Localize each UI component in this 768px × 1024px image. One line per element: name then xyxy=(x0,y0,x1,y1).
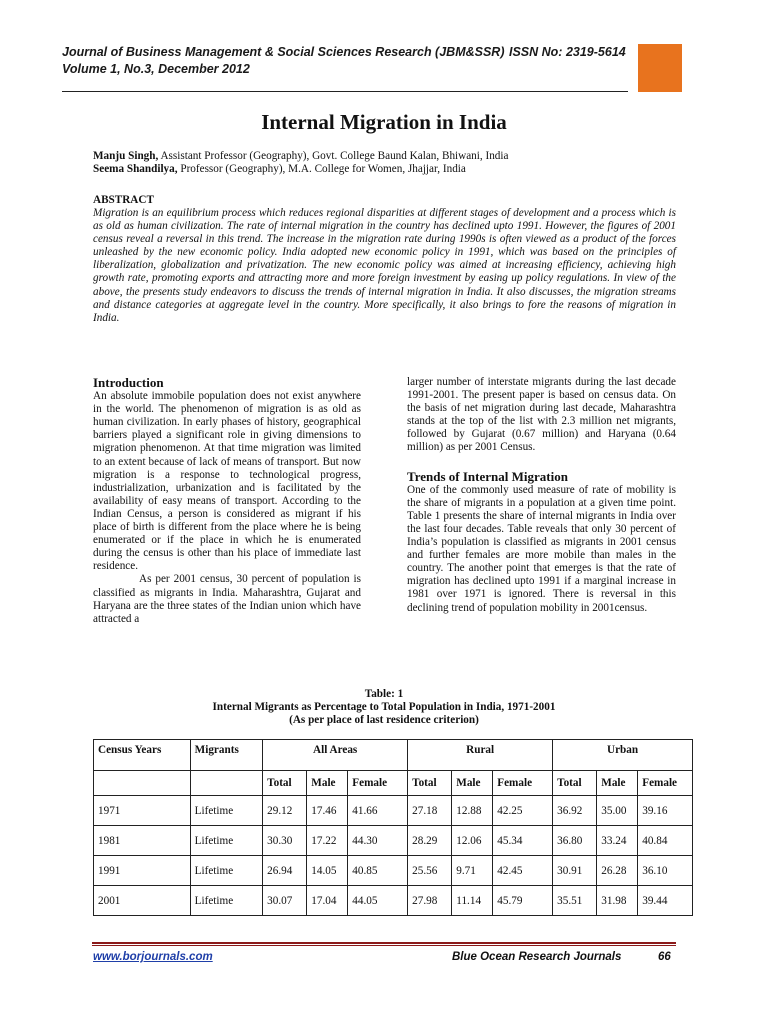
header-all-areas: All Areas xyxy=(263,740,408,771)
table-row xyxy=(94,796,693,826)
table-cell xyxy=(94,771,191,796)
subheader-cell: Total xyxy=(408,771,452,796)
table-caption: Internal Migrants as Percentage to Total Population in India, 1971-2001 xyxy=(212,701,556,713)
table-cell: 36.80 xyxy=(553,826,597,856)
table-cell: 33.24 xyxy=(597,826,638,856)
page-number: 66 xyxy=(658,951,671,963)
cell-migrant-type: Lifetime xyxy=(190,856,263,886)
cell-year: 2001 xyxy=(94,886,191,916)
table-cell: 28.29 xyxy=(408,826,452,856)
cell-migrant-type: Lifetime xyxy=(190,886,263,916)
table-cell: 12.88 xyxy=(452,796,493,826)
table-cell: 12.06 xyxy=(452,826,493,856)
trends-paragraph: One of the commonly used measure of rate of mobility is the share of migrants in a population at a given time point. Table 1 presents the share of internal migrants in India over the last four decades. Table reveals that only 30 percent of India’s population is classified as migrants in 2001 census and further females are more mobile than males in the country. The another point that emerges is that the rate of migration has declined upto 1991 if a marginal increase in 1981 over 1971 is ignored. There is reversal in this declining trend of population mobility in 2001census. xyxy=(407,483,676,614)
table-cell: 31.98 xyxy=(597,886,638,916)
header-migrants: Migrants xyxy=(190,740,263,771)
header-urban: Urban xyxy=(553,740,693,771)
table-cell: 27.18 xyxy=(408,796,452,826)
cell-migrant-type: Lifetime xyxy=(190,796,263,826)
table-cell xyxy=(190,771,263,796)
left-column xyxy=(93,376,361,626)
subheader-cell: Male xyxy=(307,771,348,796)
table-cell: 39.16 xyxy=(638,796,693,826)
table-cell: 41.66 xyxy=(348,796,408,826)
table-cell: 26.94 xyxy=(263,856,307,886)
right-column xyxy=(407,376,676,615)
table-cell: 36.92 xyxy=(553,796,597,826)
introduction-paragraph-continued: larger number of interstate migrants during the last decade 1991-2001. The present paper is based on census data. On the basis of net migration during last decade, Maharashtra stands at the top of the list with 2.3 million net migrants, followed by Gujarat (0.67 million) and Haryana (0.64 million) as per 2001 Census. xyxy=(407,376,676,454)
abstract-text: Migration is an equilibrium process which reduces regional disparities at different stages of development and a process which is as old as human civilization. The rate of internal migration in the country has declined upto 1991. However, the figures of 2001 census reveal a reversal in this trend. The increase in the migration rate during 1990s is often viewed as a product of the forces unleashed by the new economic policy. India adopted new economic policy in 1991, which was based on the principles of liberalization, globalization and privatization. The new economic policy was aimed at increasing efficiency, achieving high growth rate, promoting exports and attracting more and more foreign investment by easing up policy regulations. In view of the above, the presents study endeavors to discuss the trends of internal migration in India. It also discusses, the migration streams and distance categories at aggregate level in the country. More specifically, it also brings to fore the reasons of migration in India. xyxy=(93,207,676,324)
publisher-name: Blue Ocean Research Journals xyxy=(452,951,622,963)
table-cell: 45.79 xyxy=(493,886,553,916)
author-name: Seema Shandilya, xyxy=(93,163,178,175)
author-line xyxy=(93,150,508,162)
author-affiliation: Professor (Geography), M.A. College for Women, Jhajjar, India xyxy=(177,163,466,175)
table-cell: 40.85 xyxy=(348,856,408,886)
cell-year: 1981 xyxy=(94,826,191,856)
author-affiliation: Assistant Professor (Geography), Govt. College Baund Kalan, Bhiwani, India xyxy=(158,150,509,162)
trends-heading: Trends of Internal Migration xyxy=(407,468,568,484)
introduction-paragraph: An absolute immobile population does not exist anywhere in the world. The phenomenon of migration is as old as human civilization. In early phases of history, geographical barriers played a significant role in giving dimensions to migration phenomenon. At that time migration was limited to an extent because of lack of means of transport. But now migration is a response to technological progress, industrialization, urbanization and is facilitated by the availability of easy means of transport. According to the Indian Census, a person is considered as migrant if his place of birth is different from the place where he is being enumerated or if the place in which he is enumerated during the census is other than his place of immediate last residence. xyxy=(93,390,361,573)
header-rule xyxy=(62,91,628,92)
author-name: Manju Singh, xyxy=(93,150,159,162)
table-cell: 11.14 xyxy=(452,886,493,916)
subheader-cell: Female xyxy=(493,771,553,796)
table-cell: 36.10 xyxy=(638,856,693,886)
table-cell: 17.46 xyxy=(307,796,348,826)
table-cell: 9.71 xyxy=(452,856,493,886)
author-line xyxy=(93,163,466,175)
header-census-years: Census Years xyxy=(94,740,191,771)
table-cell: 30.07 xyxy=(263,886,307,916)
table-label: Table: 1 xyxy=(364,688,404,700)
table-cell: 40.84 xyxy=(638,826,693,856)
subheader-cell: Female xyxy=(348,771,408,796)
website-link[interactable]: www.borjournals.com xyxy=(93,951,213,963)
table-cell: 39.44 xyxy=(638,886,693,916)
subheader-cell: Male xyxy=(597,771,638,796)
footer-rule xyxy=(92,945,676,946)
table-row xyxy=(94,886,693,916)
header-rural: Rural xyxy=(408,740,553,771)
table-cell: 30.30 xyxy=(263,826,307,856)
table-cell: 44.30 xyxy=(348,826,408,856)
table-cell: 42.45 xyxy=(493,856,553,886)
table-cell: 14.05 xyxy=(307,856,348,886)
journal-title: Journal of Business Management & Social Sciences Research (JBM&SSR) xyxy=(62,45,505,59)
table-cell: 45.34 xyxy=(493,826,553,856)
abstract-heading: ABSTRACT xyxy=(93,194,154,206)
table-cell: 27.98 xyxy=(408,886,452,916)
paper-title: Internal Migration in India xyxy=(261,110,507,134)
table-cell: 29.12 xyxy=(263,796,307,826)
subheader-cell: Total xyxy=(553,771,597,796)
table-cell: 42.25 xyxy=(493,796,553,826)
introduction-heading: Introduction xyxy=(93,375,164,390)
table-cell: 30.91 xyxy=(553,856,597,886)
table-cell: 25.56 xyxy=(408,856,452,886)
table-cell: 35.51 xyxy=(553,886,597,916)
table-cell: 35.00 xyxy=(597,796,638,826)
subheader-cell: Female xyxy=(638,771,693,796)
cell-year: 1991 xyxy=(94,856,191,886)
introduction-paragraph: As per 2001 census, 30 percent of population is classified as migrants in India. Maharashtra, Gujarat and Haryana are the three states of the Indian union which have attracted a xyxy=(93,573,361,625)
table-subheader-row xyxy=(94,771,693,796)
issn: ISSN No: 2319-5614 xyxy=(509,45,626,59)
journal-accent-block xyxy=(638,44,682,92)
table-header-row xyxy=(94,740,693,771)
table-row xyxy=(94,856,693,886)
table-cell: 17.22 xyxy=(307,826,348,856)
cell-migrant-type: Lifetime xyxy=(190,826,263,856)
footer-rule xyxy=(92,942,676,944)
table-cell: 26.28 xyxy=(597,856,638,886)
volume-info: Volume 1, No.3, December 2012 xyxy=(62,62,250,76)
subheader-cell: Total xyxy=(263,771,307,796)
table-cell: 17.04 xyxy=(307,886,348,916)
cell-year: 1971 xyxy=(94,796,191,826)
subheader-cell: Male xyxy=(452,771,493,796)
table-cell: 44.05 xyxy=(348,886,408,916)
table-row xyxy=(94,826,693,856)
migration-table xyxy=(93,739,693,916)
table-subcaption: (As per place of last residence criterion) xyxy=(289,714,479,726)
